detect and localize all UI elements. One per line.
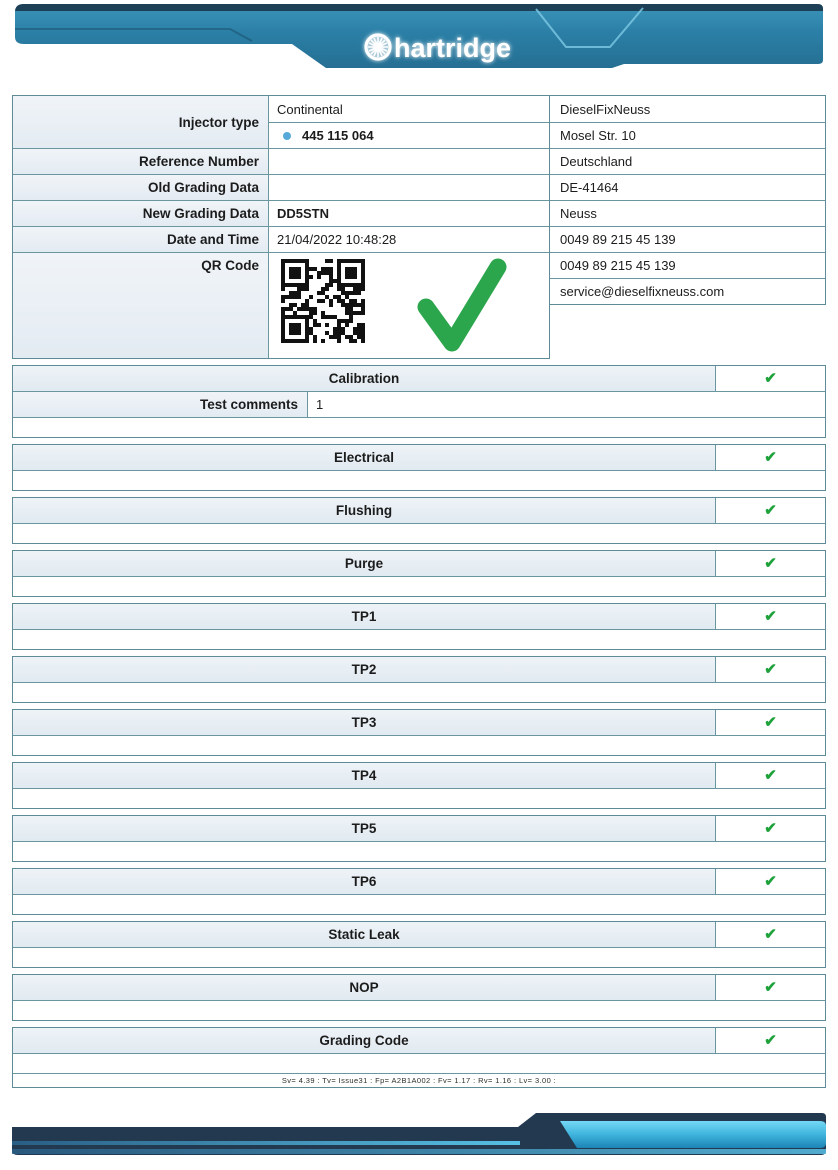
section-title: TP5 [13, 816, 715, 841]
banner-top-strip [15, 4, 823, 12]
company-info-row: service@dieselfixneuss.com [550, 278, 825, 304]
check-icon: ✔ [764, 502, 777, 519]
section-empty-row [13, 841, 825, 861]
qr-code-label: QR Code [13, 252, 269, 358]
section-tp6 [12, 868, 826, 915]
section-tp4 [12, 762, 826, 809]
version-note-row: Sv= 4.39 : Tv= Issue31 : Fp= A2B1A002 : Fv= 1.17 : Rv= 1.16 : Lv= 3.00 : [13, 1073, 825, 1087]
old-grading-label: Old Grading Data [13, 174, 269, 200]
section-title: Electrical [13, 445, 715, 470]
section-header [13, 922, 825, 947]
check-icon: ✔ [764, 873, 777, 890]
check-icon: ✔ [764, 767, 777, 784]
section-header [13, 975, 825, 1000]
section-title: Static Leak [13, 922, 715, 947]
check-icon: ✔ [764, 370, 777, 387]
section-header [13, 445, 825, 470]
brand-wheel-icon [366, 35, 390, 59]
section-tp2 [12, 656, 826, 703]
section-title: Purge [13, 551, 715, 576]
injector-type-label: Injector type [13, 96, 269, 148]
section-empty-row [13, 894, 825, 914]
header-banner [0, 0, 838, 82]
bullet-icon [283, 132, 291, 140]
section-calibration [12, 365, 826, 438]
section-grading-code [12, 1027, 826, 1088]
check-icon: ✔ [764, 926, 777, 943]
section-tp5 [12, 815, 826, 862]
company-info-row: 0049 89 215 45 139 [550, 226, 825, 252]
check-icon: ✔ [764, 714, 777, 731]
section-status-cell [715, 816, 825, 841]
section-empty-row [13, 947, 825, 967]
injector-number-row [269, 122, 549, 148]
section-electrical [12, 444, 826, 491]
check-icon: ✔ [764, 1032, 777, 1049]
new-grading-label: New Grading Data [13, 200, 269, 226]
section-header [13, 763, 825, 788]
qr-code-cell [269, 252, 549, 358]
reference-number-value [269, 148, 549, 174]
section-title: TP1 [13, 604, 715, 629]
section-empty-row [13, 788, 825, 808]
section-title: TP2 [13, 657, 715, 682]
check-icon: ✔ [764, 979, 777, 996]
injector-make-value: Continental [269, 96, 549, 122]
section-status-cell [715, 657, 825, 682]
company-info-row: DieselFixNeuss [550, 96, 825, 122]
datetime-label: Date and Time [13, 226, 269, 252]
company-info-row: Neuss [550, 200, 825, 226]
section-header [13, 869, 825, 894]
qr-code-image [281, 259, 365, 343]
section-title: Calibration [13, 366, 715, 391]
footer-banner [0, 1105, 838, 1167]
section-status-cell [715, 763, 825, 788]
check-icon: ✔ [764, 449, 777, 466]
check-icon: ✔ [764, 820, 777, 837]
section-purge [12, 550, 826, 597]
section-header [13, 657, 825, 682]
section-header [13, 1028, 825, 1053]
company-info-row: 0049 89 215 45 139 [550, 252, 825, 278]
test-comments-value: 1 [308, 392, 825, 417]
section-nop [12, 974, 826, 1021]
section-empty-row [13, 417, 825, 437]
injector-number-value: 445 115 064 [302, 128, 374, 143]
section-header [13, 551, 825, 576]
section-header [13, 604, 825, 629]
footer-bottom-strip [12, 1149, 826, 1154]
section-flushing [12, 497, 826, 544]
section-title: TP3 [13, 710, 715, 735]
company-info-row: Deutschland [550, 148, 825, 174]
section-empty-row [13, 629, 825, 649]
section-empty-row [13, 523, 825, 543]
injector-info-table [12, 95, 550, 359]
section-empty-row [13, 576, 825, 596]
section-title: TP4 [13, 763, 715, 788]
section-status-cell [715, 975, 825, 1000]
section-header [13, 498, 825, 523]
sections [12, 365, 826, 1094]
section-empty-row [13, 735, 825, 755]
section-status-cell [715, 922, 825, 947]
section-static-leak [12, 921, 826, 968]
section-status-cell [715, 366, 825, 391]
check-icon: ✔ [764, 608, 777, 625]
check-icon: ✔ [764, 555, 777, 572]
qr-verified-check-icon [417, 255, 507, 357]
footer-cyan-bar [560, 1121, 826, 1148]
section-empty-row [13, 470, 825, 490]
section-status-cell [715, 869, 825, 894]
section-empty-row [13, 1053, 825, 1073]
section-empty-row [13, 682, 825, 702]
test-comments-label: Test comments [13, 392, 308, 417]
section-status-cell [715, 710, 825, 735]
section-header [13, 366, 825, 391]
section-title: TP6 [13, 869, 715, 894]
section-tp3 [12, 709, 826, 756]
new-grading-value: DD5STN [269, 200, 549, 226]
section-title: Grading Code [13, 1028, 715, 1053]
section-status-cell [715, 604, 825, 629]
section-title: NOP [13, 975, 715, 1000]
company-info-row: DE-41464 [550, 174, 825, 200]
test-comments-row [13, 391, 825, 417]
section-status-cell [715, 1028, 825, 1053]
section-header [13, 710, 825, 735]
section-status-cell [715, 445, 825, 470]
section-status-cell [715, 551, 825, 576]
company-info-table [549, 95, 826, 305]
section-tp1 [12, 603, 826, 650]
section-title: Flushing [13, 498, 715, 523]
brand-name: hartridge [394, 33, 512, 63]
company-info-row: Mosel Str. 10 [550, 122, 825, 148]
section-status-cell [715, 498, 825, 523]
section-empty-row [13, 1000, 825, 1020]
reference-number-label: Reference Number [13, 148, 269, 174]
datetime-value: 21/04/2022 10:48:28 [269, 226, 549, 252]
check-icon: ✔ [764, 661, 777, 678]
section-header [13, 816, 825, 841]
footer-left-strip [12, 1141, 520, 1145]
old-grading-value [269, 174, 549, 200]
